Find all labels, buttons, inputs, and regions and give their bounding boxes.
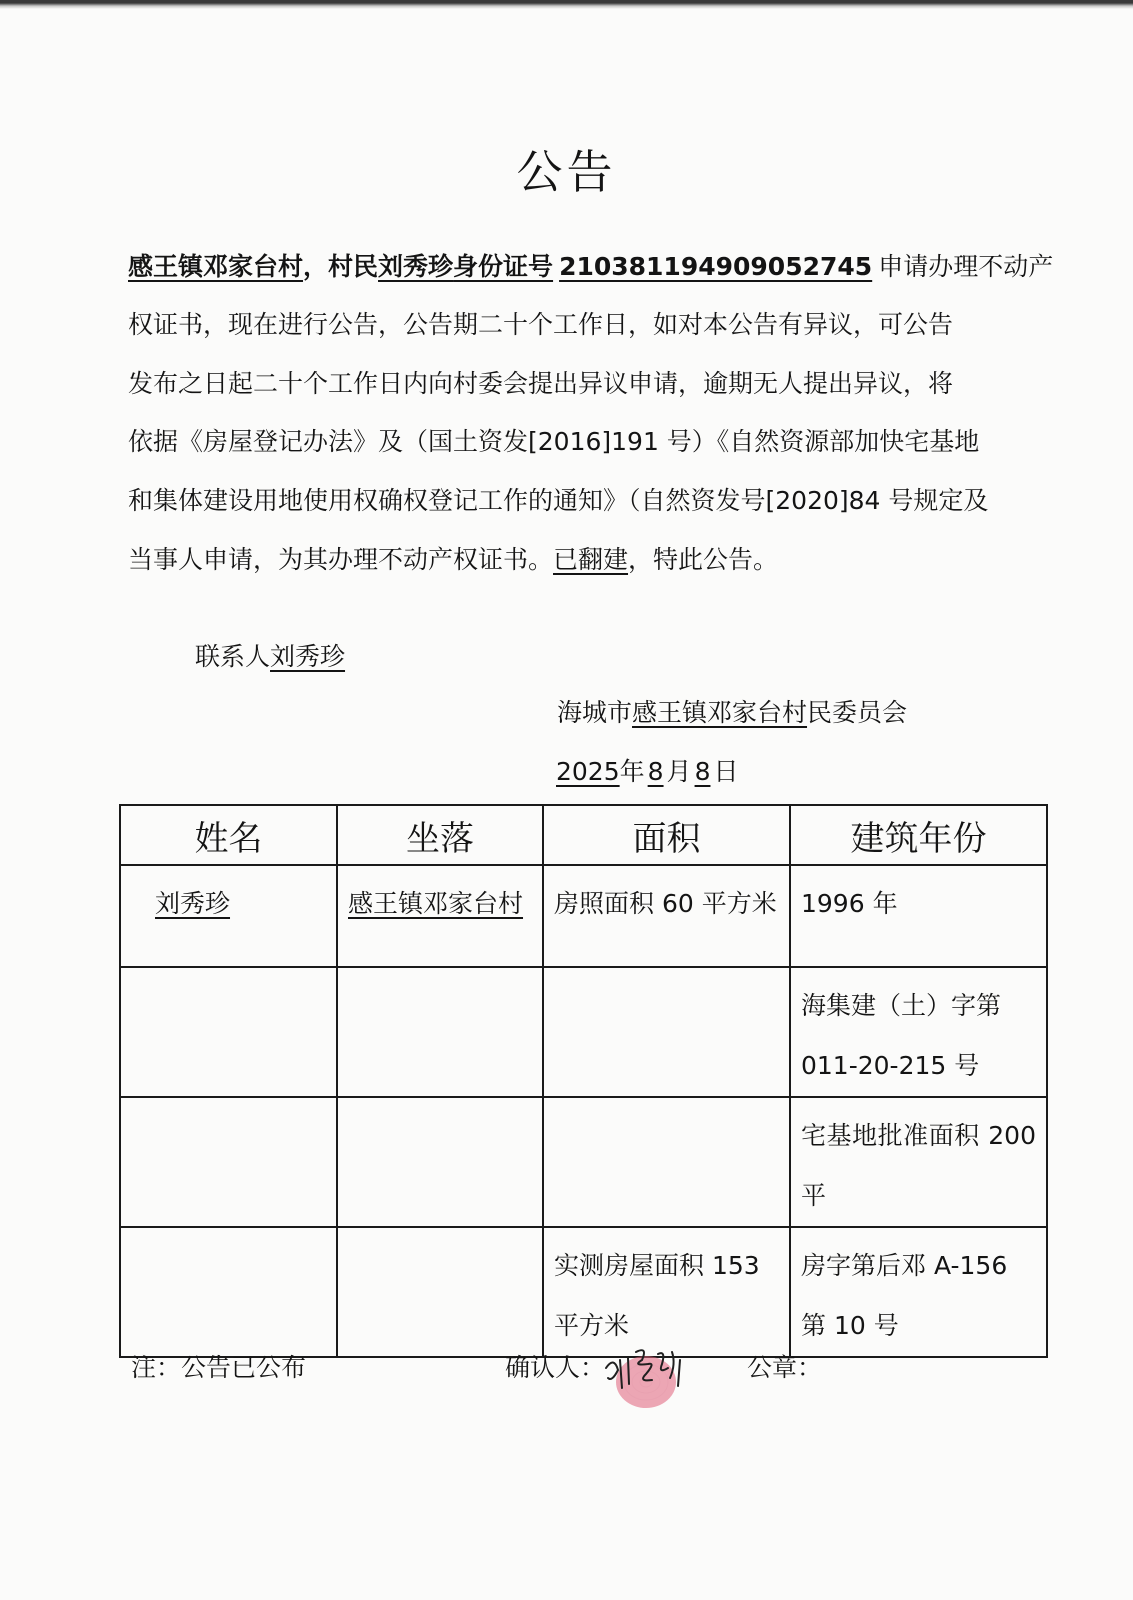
body-line-3: 发布之日起二十个工作日内向村委会提出异议申请，逾期无人提出异议，将 [128, 369, 954, 398]
line6-pre: 当事人申请，为其办理不动产权证书。 [128, 545, 554, 574]
villager-label: ，村民 [303, 252, 379, 281]
row3-year: 宅基地批准面积 200 平 [801, 1121, 1036, 1210]
body-line-1 [128, 247, 1054, 287]
rebuilt-status: 已翻建 [553, 545, 629, 574]
issuer-prefix: 海城市 [557, 698, 633, 727]
table-row [120, 865, 1047, 967]
line6-post: ，特此公告。 [628, 545, 779, 574]
cell-build-year [790, 1227, 1047, 1357]
cell-build-year [790, 1097, 1047, 1227]
cell-name [120, 865, 337, 967]
date-year: 2025 [556, 757, 620, 786]
applicant-name: 刘秀珍 [378, 252, 454, 281]
cell-location [337, 865, 543, 967]
cell-build-year [790, 967, 1047, 1097]
date-month: 8 [647, 757, 664, 786]
issuer-village: 感王镇邓家台村 [632, 698, 808, 727]
header-area: 面积 [543, 805, 790, 865]
row2-year: 海集建（土）字第 011-20-215 号 [801, 991, 1002, 1080]
contact-label: 联系人 [195, 642, 271, 671]
row4-year: 房字第后邓 A-156 第 10 号 [801, 1251, 1008, 1340]
notice-title: 公告 [516, 145, 617, 199]
cell-area [543, 1097, 790, 1227]
body-line-4: 依据《房屋登记办法》及（国土资发[2016]191 号）《自然资源部加快宅基地 [128, 427, 980, 456]
line1-tail: 申请办理不动产 [878, 252, 1054, 281]
date-month-unit: 月 [666, 757, 692, 786]
date-year-unit: 年 [619, 757, 645, 786]
scan-top-edge [0, 0, 1133, 9]
header-build-year: 建筑年份 [790, 805, 1047, 865]
row1-name: 刘秀珍 [155, 889, 231, 918]
confirm-signature [602, 1338, 702, 1428]
contact-line [195, 637, 345, 677]
header-name: 姓名 [120, 805, 337, 865]
id-number: 210381194909052745 [559, 252, 873, 281]
property-table [119, 804, 1048, 1358]
body-line-6 [128, 540, 1028, 580]
issuer-line [557, 693, 907, 733]
date-day-unit: 日 [713, 757, 739, 786]
body-line-5: 和集体建设用地使用权确权登记工作的通知》（自然资发号[2020]84 号规定及 [128, 486, 989, 515]
contact-name: 刘秀珍 [270, 642, 346, 671]
notice-date [556, 752, 738, 792]
table-row [120, 967, 1047, 1097]
issuer-suffix: 民委员会 [807, 698, 908, 727]
cell-area [543, 967, 790, 1097]
confirm-label: 确认人： [505, 1353, 606, 1382]
row1-year: 1996 年 [801, 889, 898, 918]
cell-name [120, 967, 337, 1097]
header-location: 坐落 [337, 805, 543, 865]
row4-area: 实测房屋面积 153 平方米 [554, 1251, 760, 1340]
footer-note: 注：公告已公布 [131, 1353, 307, 1382]
date-day: 8 [694, 757, 711, 786]
cell-area [543, 865, 790, 967]
cell-name [120, 1227, 337, 1357]
table-header-row [120, 805, 1047, 865]
cell-location [337, 967, 543, 1097]
table-row [120, 1227, 1047, 1357]
body-line-2: 权证书，现在进行公告，公告期二十个工作日，如对本公告有异议，可公告 [128, 310, 954, 339]
cell-build-year [790, 865, 1047, 967]
applicant-village: 感王镇邓家台村 [128, 252, 304, 281]
cell-name [120, 1097, 337, 1227]
cell-location [337, 1097, 543, 1227]
row1-area: 房照面积 60 平方米 [554, 889, 777, 918]
table-row [120, 1097, 1047, 1227]
id-label: 身份证号 [453, 252, 554, 281]
row1-location: 感王镇邓家台村 [348, 889, 524, 918]
seal-label: 公章： [747, 1353, 823, 1382]
cell-location [337, 1227, 543, 1357]
